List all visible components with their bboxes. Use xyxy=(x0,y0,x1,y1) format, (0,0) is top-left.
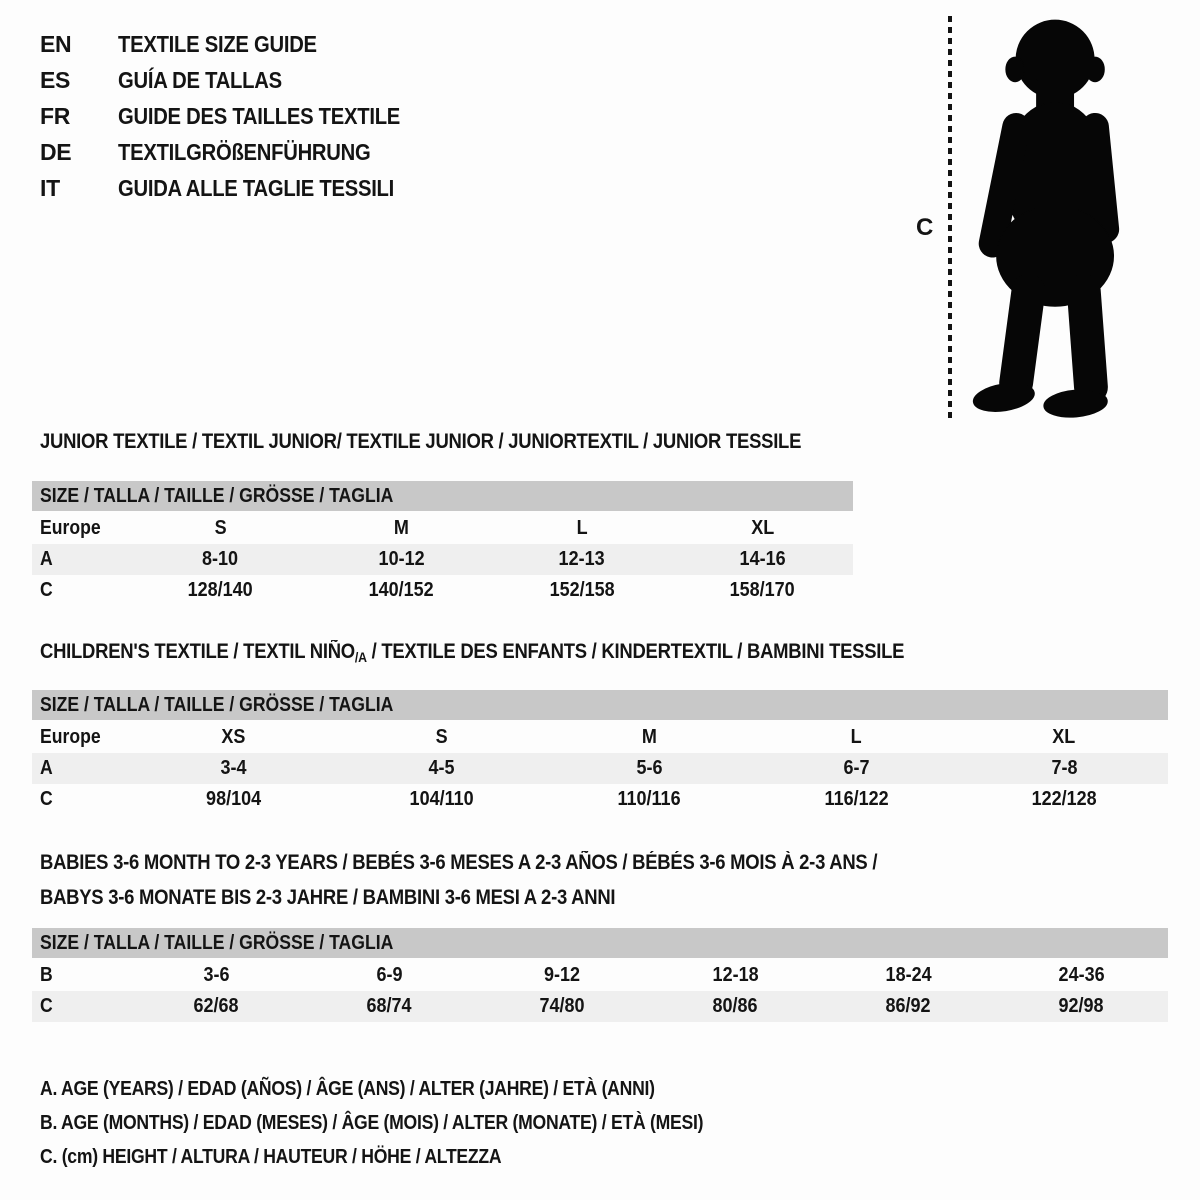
lang-code: FR xyxy=(40,102,71,129)
row-label: B xyxy=(40,964,53,986)
footnotes xyxy=(40,1072,794,1174)
table-row: C 62/68 68/74 74/80 80/86 86/92 92/98 xyxy=(32,991,1168,1022)
size-header-bar: SIZE / TALLA / TAILLE / GRÖSSE / TAGLIA xyxy=(32,928,1168,958)
babies-section-title: BABIES 3-6 MONTH TO 2-3 YEARS / BEBÉS 3-6 MESES A 2-3 AÑOS / BÉBÉS 3-6 MOIS À 2-3 ANS / BABYS 3-6 MONATE BIS 2-3 JAHRE / BAMBINI 3-6 MESI A 2-3 ANNI xyxy=(40,851,878,909)
lang-code: IT xyxy=(40,174,60,201)
children-section-title: CHILDREN'S TEXTILE / TEXTIL NIÑO/A / TEXTILE DES ENFANTS / KINDERTEXTIL / BAMBINI TESSILE xyxy=(40,640,905,665)
footnote-b: B. AGE (MONTHS) / EDAD (MESES) / ÂGE (MOIS) / ALTER (MONATE) / ETÀ (MESI) xyxy=(40,1111,704,1134)
lang-row-es xyxy=(40,62,439,98)
footnote-c: C. (cm) HEIGHT / ALTURA / HAUTEUR / HÖHE / ALTEZZA xyxy=(40,1145,502,1168)
table-row: Europe XS S M L XL xyxy=(32,722,1168,753)
lang-code: ES xyxy=(40,66,71,93)
lang-row-en xyxy=(40,26,439,62)
table-row: B 3-6 6-9 9-12 12-18 18-24 24-36 xyxy=(32,960,1168,991)
lang-title: GUIDE DES TAILLES TEXTILE xyxy=(118,102,401,129)
lang-row-de xyxy=(40,134,439,170)
row-label: C xyxy=(40,788,53,810)
height-figure xyxy=(900,8,1192,432)
lang-title: GUÍA DE TALLAS xyxy=(118,66,282,93)
language-title-list xyxy=(40,26,439,206)
babies-size-table xyxy=(32,928,1168,1022)
lang-code: DE xyxy=(40,138,72,165)
lang-row-it xyxy=(40,170,439,206)
footnote-a: A. AGE (YEARS) / EDAD (AÑOS) / ÂGE (ANS) / ALTER (JAHRE) / ETÀ (ANNI) xyxy=(40,1077,655,1100)
table-row: Europe S M L XL xyxy=(32,513,853,544)
lang-row-fr xyxy=(40,98,439,134)
lang-title: TEXTILE SIZE GUIDE xyxy=(118,30,317,57)
size-header-bar: SIZE / TALLA / TAILLE / GRÖSSE / TAGLIA xyxy=(32,481,853,511)
row-label: Europe xyxy=(40,517,101,539)
row-label: A xyxy=(40,757,53,779)
toddler-silhouette-icon xyxy=(964,12,1140,422)
height-measure-label: C xyxy=(916,214,934,241)
lang-title: GUIDA ALLE TAGLIE TESSILI xyxy=(118,174,395,201)
table-row: C 128/140 140/152 152/158 158/170 xyxy=(32,575,853,606)
table-row: A 3-4 4-5 5-6 6-7 7-8 xyxy=(32,753,1168,784)
children-size-table xyxy=(32,690,1168,815)
junior-size-table xyxy=(32,481,853,606)
row-label: C xyxy=(40,579,53,601)
nino-a-subscript: /A xyxy=(354,649,367,665)
height-dashed-line xyxy=(948,16,952,418)
table-row: A 8-10 10-12 12-13 14-16 xyxy=(32,544,853,575)
row-label: Europe xyxy=(40,726,101,748)
size-header-bar: SIZE / TALLA / TAILLE / GRÖSSE / TAGLIA xyxy=(32,690,1168,720)
row-label: A xyxy=(40,548,53,570)
lang-title: TEXTILGRÖßENFÜHRUNG xyxy=(118,138,371,165)
junior-section-title: JUNIOR TEXTILE / TEXTIL JUNIOR/ TEXTILE JUNIOR / JUNIORTEXTIL / JUNIOR TESSILE xyxy=(40,430,802,453)
row-label: C xyxy=(40,995,53,1017)
table-row: C 98/104 104/110 110/116 116/122 122/128 xyxy=(32,784,1168,815)
lang-code: EN xyxy=(40,30,72,57)
